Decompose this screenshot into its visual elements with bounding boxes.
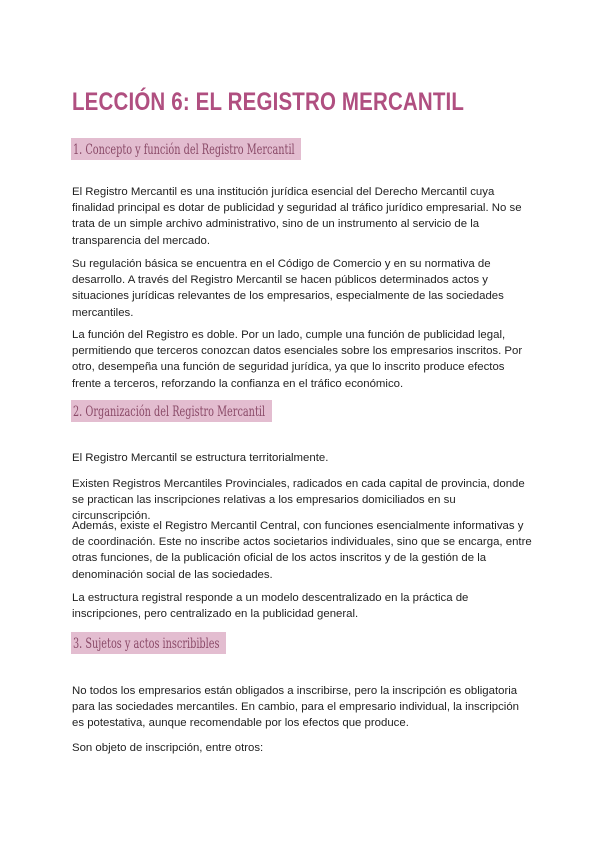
paragraph: La función del Registro es doble. Por un lado, cumple una función de publicidad legal, permitiendo que terceros conozcan datos esenciales sobre los empresarios inscritos. Por otro, desempeña una función de seguridad jurídica, ya que lo inscrito produce efectos frente a terceros, reforzando la confianza en el tráfico económico.: [72, 329, 523, 390]
section-heading-2: [71, 400, 272, 422]
paragraph: El Registro Mercantil es una institución jurídica esencial del Derecho Mercantil cuya finalidad principal es dotar de publicidad y seguridad al tráfico jurídico empresarial. No se trata de un simple archivo administrativo, sino de un instrumento al servicio de la transparencia del mercado.: [72, 186, 522, 247]
section-heading-3-text: 3. Sujetos y actos inscribibles: [73, 636, 220, 652]
section-heading-2-text: 2. Organización del Registro Mercantil: [73, 404, 266, 420]
paragraph: Su regulación básica se encuentra en el Código de Comercio y en su normativa de desarrollo. A través del Registro Mercantil se hacen públicos determinados actos y situaciones jurídicas relevantes de los empresarios, especialmente de las sociedades mercantiles.: [72, 258, 504, 319]
section-heading-3: [71, 632, 226, 654]
section-heading-1: [71, 138, 301, 160]
paragraph: Existen Registros Mercantiles Provinciales, radicados en cada capital de provincia, donde se practican las inscripciones relativas a los empresarios domiciliados en su circunscripción.: [72, 478, 525, 523]
paragraph: Además, existe el Registro Mercantil Central, con funciones esencialmente informativas y de coordinación. Este no inscribe actos societarios individuales, sino que se encarga, entre otras funciones, de la publicación oficial de los actos inscritos y de la gestión de la denominación social de las sociedades.: [72, 520, 532, 581]
paragraph: El Registro Mercantil se estructura territorialmente.: [72, 452, 329, 464]
paragraph: No todos los empresarios están obligados a inscribirse, pero la inscripción es obligatoria para las sociedades mercantiles. En cambio, para el empresario individual, la inscripción es potestativa, aunque recomendable por los efectos que produce.: [72, 685, 519, 730]
section-heading-1-text: 1. Concepto y función del Registro Mercantil: [73, 142, 295, 158]
paragraph: La estructura registral responde a un modelo descentralizado en la práctica de inscripciones, pero centralizado en la publicidad general.: [72, 592, 469, 621]
page-title: LECCIÓN 6: EL REGISTRO MERCANTIL: [72, 88, 465, 116]
paragraph: Son objeto de inscripción, entre otros:: [72, 742, 264, 754]
